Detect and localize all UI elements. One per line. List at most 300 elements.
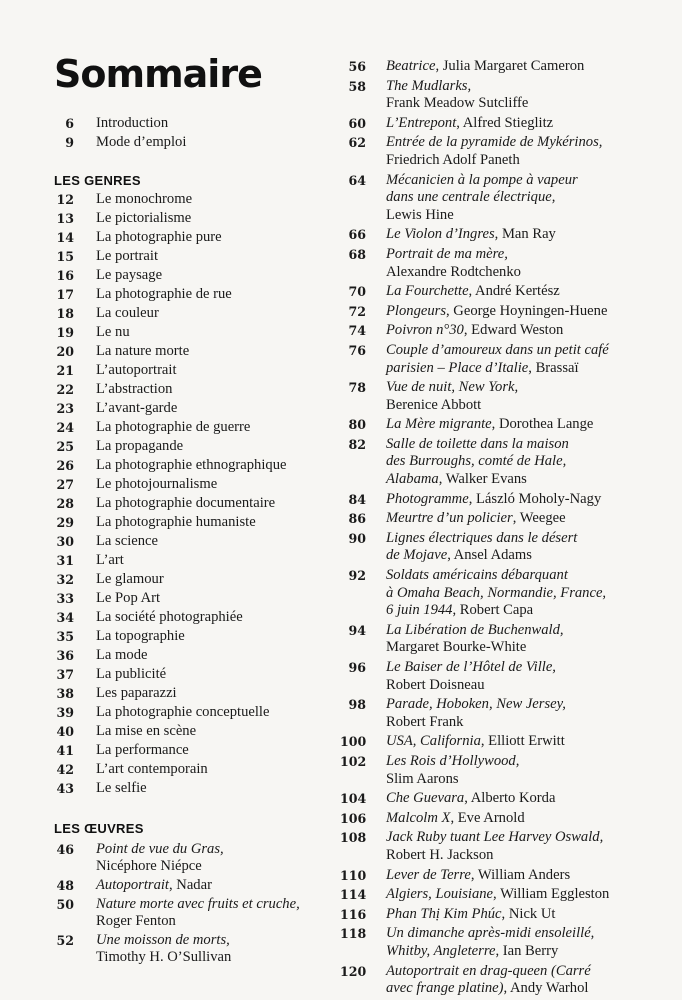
artwork-title-italic: Portrait de ma mère, <box>386 245 508 262</box>
artwork-entry <box>0 895 340 931</box>
entry-label: Le photojournalisme <box>96 476 218 492</box>
artwork-entry <box>340 226 670 244</box>
artwork-line <box>386 925 670 943</box>
artwork-title-italic: Che Guevara <box>386 790 465 807</box>
intro-list <box>0 114 340 152</box>
artwork-line <box>386 567 670 585</box>
artwork-entry <box>340 78 670 113</box>
artwork-line <box>386 659 670 677</box>
toc-entry <box>0 323 340 342</box>
artwork-entry <box>340 530 670 565</box>
artwork-entry <box>0 876 340 895</box>
artwork-title-italic: Un dimanche après-midi ensoleillé, <box>386 925 595 942</box>
artwork-line <box>386 696 670 714</box>
artwork-title-italic: Le Violon d’Ingres <box>386 226 495 243</box>
toc-entry <box>0 513 340 532</box>
artwork-title <box>96 841 224 875</box>
page-number: 48 <box>56 878 74 893</box>
toc-entry <box>0 437 340 456</box>
artwork-author: Frank Meadow Sutcliffe <box>386 95 529 112</box>
page-number: 108 <box>340 830 367 846</box>
entry-label: Mode d’emploi <box>96 134 187 150</box>
artwork-title <box>386 886 670 904</box>
artwork-title <box>386 510 670 528</box>
entry-label: La couleur <box>96 305 159 321</box>
page-number: 14 <box>56 230 74 245</box>
artwork-title <box>386 226 670 244</box>
artwork-title <box>386 58 670 76</box>
artwork-title <box>386 78 670 113</box>
artwork-title-italic: Salle de toilette dans la maison <box>386 435 569 452</box>
artwork-line <box>386 677 670 695</box>
artwork-title-italic: La Fourchette <box>386 283 469 300</box>
toc-entry <box>0 285 340 304</box>
toc-entry <box>0 133 340 152</box>
artwork-title <box>386 416 670 434</box>
toc-entry <box>0 114 340 133</box>
toc-entry <box>0 589 340 608</box>
entry-label: La photographie pure <box>96 229 222 245</box>
artwork-entry <box>340 510 670 528</box>
artwork-title-italic: Nature morte avec fruits et cruche, <box>96 896 300 912</box>
page-number: 15 <box>56 249 74 264</box>
artwork-title-italic: parisien – Place d’Italie <box>386 359 529 376</box>
artwork-line <box>386 322 670 340</box>
page-number: 24 <box>56 420 74 435</box>
artwork-line <box>386 115 670 133</box>
artwork-line <box>386 491 670 509</box>
page-number: 78 <box>348 380 366 396</box>
artwork-author: , Man Ray <box>494 226 556 243</box>
page-number: 90 <box>348 530 366 546</box>
artwork-entry <box>340 810 670 828</box>
toc-entry <box>0 304 340 323</box>
artwork-title-italic: de Mojave <box>386 547 448 564</box>
artwork-title-italic: dans une centrale électrique, <box>386 189 556 206</box>
artwork-line <box>386 453 670 471</box>
artwork-title <box>386 567 670 620</box>
artwork-line <box>386 906 670 924</box>
page-number: 96 <box>348 660 366 675</box>
artwork-entry <box>340 906 670 924</box>
page-number: 58 <box>348 78 366 94</box>
artwork-entry <box>340 925 670 960</box>
page-number: 38 <box>56 686 74 701</box>
artwork-entry <box>340 246 670 281</box>
artwork-entry <box>340 886 670 904</box>
artwork-line <box>386 360 670 378</box>
toc-entry <box>0 703 340 722</box>
artwork-author: , Eve Arnold <box>450 809 525 826</box>
artwork-title-italic: Point de vue du Gras, <box>96 841 224 857</box>
toc-entry <box>0 228 340 247</box>
artwork-title-italic: USA, California <box>386 733 481 750</box>
artwork-line <box>386 639 670 657</box>
page-number: 80 <box>348 417 366 433</box>
entry-label: La science <box>96 533 158 549</box>
artwork-author: Slim Aarons <box>386 770 459 787</box>
artwork-author: , Andy Warhol <box>503 980 589 997</box>
artwork-author: , Weegee <box>512 510 566 527</box>
artwork-title <box>386 829 670 864</box>
artwork-title-italic: Photogramme <box>386 490 469 507</box>
page-number: 30 <box>56 534 74 549</box>
toc-entry <box>0 684 340 703</box>
artwork-title-italic: Entrée de la pyramide de Mykérinos, <box>386 134 603 151</box>
artwork-author: , Alfred Stieglitz <box>456 114 554 131</box>
page-number: 12 <box>56 192 74 207</box>
page-number: 106 <box>340 810 367 826</box>
artwork-entry <box>340 322 670 340</box>
page-number: 62 <box>348 135 366 151</box>
artwork-title-italic: The Mudlarks, <box>386 77 472 94</box>
page-number: 110 <box>340 867 367 883</box>
entry-label: La propagande <box>96 438 184 454</box>
artwork-title-italic: des Burroughs, comté de Hale, <box>386 453 567 470</box>
page-number: 120 <box>340 963 367 979</box>
artwork-title <box>386 303 670 321</box>
artwork-line <box>96 932 231 949</box>
page-number: 18 <box>56 306 74 321</box>
artwork-title <box>386 283 670 301</box>
toc-entry <box>0 361 340 380</box>
artwork-author: , Nick Ut <box>501 905 556 922</box>
artwork-author: Robert H. Jackson <box>386 846 494 863</box>
entry-label: Le selfie <box>96 780 147 796</box>
artwork-author: , Elliott Erwitt <box>480 733 565 750</box>
page-number: 36 <box>56 648 74 663</box>
artwork-line <box>386 471 670 489</box>
artwork-line <box>386 207 670 225</box>
artwork-title <box>386 134 670 169</box>
artwork-author: , Brassaï <box>528 359 579 376</box>
artwork-author: Lewis Hine <box>386 206 454 223</box>
artwork-entry <box>340 134 670 169</box>
page-number: 21 <box>56 363 74 378</box>
page-number: 19 <box>56 325 74 340</box>
artwork-line <box>386 416 670 434</box>
artwork-entry <box>340 491 670 509</box>
artwork-title <box>386 115 670 133</box>
page-number: 37 <box>56 667 74 682</box>
artwork-author: , Ian Berry <box>495 942 559 959</box>
entry-label: La photographie conceptuelle <box>96 704 270 720</box>
artwork-title <box>386 436 670 489</box>
artwork-title <box>386 790 670 808</box>
artwork-title <box>386 246 670 281</box>
artwork-author: , Walker Evans <box>438 471 527 488</box>
toc-entry <box>0 418 340 437</box>
artwork-line <box>386 622 670 640</box>
toc-entry <box>0 608 340 627</box>
toc-entry <box>0 266 340 285</box>
toc-entry <box>0 190 340 209</box>
page-number: 70 <box>348 284 366 300</box>
artwork-title <box>386 867 670 885</box>
page-number: 23 <box>56 401 74 416</box>
page-number: 84 <box>348 491 366 507</box>
artwork-title-italic: Meurtre d’un policier <box>386 510 513 527</box>
entry-label: La photographie humaniste <box>96 514 256 530</box>
page-number: 82 <box>348 436 366 452</box>
toc-entry <box>0 380 340 399</box>
entry-label: La performance <box>96 742 189 758</box>
artwork-author: , Nadar <box>168 877 212 893</box>
artwork-line <box>386 283 670 301</box>
artwork-title <box>386 810 670 828</box>
artwork-line <box>386 790 670 808</box>
artwork-title <box>96 877 212 894</box>
entry-label: Le Pop Art <box>96 590 161 606</box>
artwork-line <box>386 847 670 865</box>
artwork-title-italic: Lever de Terre <box>386 866 471 883</box>
oeuvres-left-list <box>0 840 340 967</box>
page-number: 40 <box>56 724 74 739</box>
artwork-line <box>386 342 670 360</box>
artwork-entry <box>0 840 340 876</box>
artwork-title-italic: à Omaha Beach, Normandie, France, <box>386 584 607 601</box>
artwork-line <box>96 913 300 930</box>
page-number: 17 <box>56 287 74 302</box>
artwork-author: , Ansel Adams <box>447 547 532 564</box>
page-number: 42 <box>56 762 74 777</box>
artwork-line <box>386 771 670 789</box>
artwork-title-italic: Les Rois d’Hollywood, <box>386 752 520 769</box>
toc-entry <box>0 532 340 551</box>
page-number: 118 <box>340 926 367 942</box>
artwork-title <box>386 530 670 565</box>
page-number: 50 <box>56 897 74 912</box>
artwork-entry <box>340 659 670 694</box>
artwork-line <box>96 841 224 858</box>
artwork-entry <box>340 963 670 998</box>
page-number: 28 <box>56 496 74 511</box>
artwork-entry <box>340 172 670 225</box>
artwork-title-italic: L’Entrepont <box>386 114 457 131</box>
artwork-author: Alexandre Rodtchenko <box>386 263 521 280</box>
oeuvres-right-list <box>340 58 670 1000</box>
artwork-title-italic: Alabama <box>386 471 439 488</box>
artwork-line <box>386 867 670 885</box>
toc-entry <box>0 399 340 418</box>
artwork-entry <box>340 303 670 321</box>
artwork-line <box>386 510 670 528</box>
artwork-author: Margaret Bourke-White <box>386 639 527 656</box>
page-number: 76 <box>348 342 366 358</box>
artwork-entry <box>340 567 670 620</box>
artwork-title <box>386 172 670 225</box>
artwork-author: , Julia Margaret Cameron <box>435 58 585 74</box>
entry-label: Le portrait <box>96 248 158 264</box>
page-number: 6 <box>65 116 74 131</box>
artwork-line <box>386 547 670 565</box>
artwork-author: Robert Frank <box>386 713 464 730</box>
artwork-title-italic: Le Baiser de l’Hôtel de Ville, <box>386 659 556 675</box>
entry-label: L’art contemporain <box>96 761 208 777</box>
page-number: 43 <box>56 781 74 796</box>
artwork-title-italic: Algiers, Louisiane <box>386 886 494 903</box>
artwork-line <box>386 58 670 76</box>
artwork-title <box>386 696 670 731</box>
artwork-line <box>386 810 670 828</box>
artwork-entry <box>340 58 670 76</box>
toc-entry <box>0 570 340 589</box>
artwork-entry <box>340 733 670 751</box>
artwork-line <box>386 379 670 397</box>
page-number: 104 <box>340 791 367 807</box>
entry-label: Le paysage <box>96 267 163 283</box>
artwork-author: , William Eggleston <box>493 886 610 903</box>
entry-label: Le pictorialisme <box>96 210 192 226</box>
artwork-title <box>386 753 670 788</box>
artwork-title-italic: La Mère migrante <box>386 416 492 433</box>
artwork-title-italic: Jack Ruby tuant Lee Harvey Oswald, <box>386 829 604 846</box>
artwork-title-italic: avec frange platine) <box>386 980 504 997</box>
toc-entry <box>0 247 340 266</box>
artwork-title-italic: Soldats américains débarquant <box>386 567 568 584</box>
artwork-line <box>386 530 670 548</box>
page-number: 100 <box>340 734 367 750</box>
page-number: 86 <box>348 511 366 527</box>
artwork-author: , André Kertész <box>468 283 560 300</box>
artwork-entry <box>340 283 670 301</box>
entry-label: L’abstraction <box>96 381 173 397</box>
artwork-title <box>386 379 670 414</box>
artwork-title <box>386 342 670 377</box>
page-number: 102 <box>340 753 367 769</box>
toc-entry <box>0 475 340 494</box>
artwork-author: , George Hoyningen-Huene <box>446 302 608 319</box>
artwork-entry <box>340 379 670 414</box>
artwork-title <box>386 925 670 960</box>
page-number: 114 <box>340 887 367 903</box>
artwork-title-italic: La Libération de Buchenwald, <box>386 621 564 638</box>
toc-entry <box>0 760 340 779</box>
artwork-line <box>386 134 670 152</box>
artwork-author: Robert Doisneau <box>386 676 485 693</box>
artwork-entry <box>340 416 670 434</box>
page-number: 64 <box>348 172 366 188</box>
oeuvres-heading: LES ŒUVRES <box>54 821 144 836</box>
artwork-title-italic: Lignes électriques dans le désert <box>386 529 578 546</box>
entry-label: La photographie ethnographique <box>96 457 287 473</box>
artwork-title <box>96 932 231 966</box>
toc-entry <box>0 627 340 646</box>
artwork-author: Timothy H. O’Sullivan <box>96 949 232 965</box>
page-number: 22 <box>56 382 74 397</box>
page-number: 74 <box>348 323 366 339</box>
page-number: 34 <box>56 610 74 625</box>
artwork-line <box>386 714 670 732</box>
toc-entry <box>0 665 340 684</box>
entry-label: La société photographiée <box>96 609 243 625</box>
artwork-title-italic: Une moisson de morts, <box>96 932 230 948</box>
page-number: 29 <box>56 515 74 530</box>
page-number: 20 <box>56 344 74 359</box>
page-number: 31 <box>56 553 74 568</box>
artwork-line <box>386 980 670 998</box>
artwork-author: , Robert Capa <box>452 602 534 619</box>
artwork-title <box>386 963 670 998</box>
page-number: 25 <box>56 439 74 454</box>
artwork-entry <box>340 867 670 885</box>
artwork-line <box>96 896 300 913</box>
artwork-line <box>386 886 670 904</box>
artwork-line <box>386 152 670 170</box>
genres-list <box>0 190 340 798</box>
artwork-title-italic: Parade, Hoboken, New Jersey, <box>386 696 566 713</box>
genres-heading: LES GENRES <box>54 173 141 188</box>
toc-entry <box>0 779 340 798</box>
artwork-line <box>386 303 670 321</box>
entry-label: La publicité <box>96 666 167 682</box>
entry-label: Le glamour <box>96 571 164 587</box>
entry-label: Le nu <box>96 324 130 340</box>
entry-label: Introduction <box>96 115 169 131</box>
artwork-line <box>386 829 670 847</box>
toc-entry <box>0 209 340 228</box>
artwork-title <box>386 622 670 657</box>
artwork-author: , Alberto Korda <box>464 790 556 807</box>
artwork-line <box>386 963 670 981</box>
toc-entry <box>0 646 340 665</box>
artwork-entry <box>340 753 670 788</box>
toc-entry <box>0 551 340 570</box>
artwork-title <box>386 906 670 924</box>
artwork-line <box>386 264 670 282</box>
entry-label: La topographie <box>96 628 185 644</box>
entry-label: La photographie de rue <box>96 286 232 302</box>
toc-entry <box>0 494 340 513</box>
page-number: 72 <box>348 303 366 319</box>
artwork-title <box>96 896 300 930</box>
page-number: 92 <box>348 568 366 584</box>
artwork-line <box>386 172 670 190</box>
toc-entry <box>0 456 340 475</box>
page-number: 26 <box>56 458 74 473</box>
artwork-line <box>386 436 670 454</box>
artwork-title-italic: Whitby, Angleterre <box>386 942 496 959</box>
page-number: 16 <box>56 268 74 283</box>
artwork-title-italic: Plongeurs <box>386 302 446 319</box>
page-number: 13 <box>56 211 74 226</box>
artwork-entry <box>0 931 340 967</box>
page-number: 46 <box>56 842 74 857</box>
page-number: 56 <box>348 59 366 74</box>
artwork-author: , László Moholy-Nagy <box>468 490 602 507</box>
page-number: 94 <box>348 622 366 638</box>
page-number: 98 <box>348 697 366 713</box>
page-title: Sommaire <box>54 52 262 96</box>
artwork-title <box>386 733 670 751</box>
artwork-line <box>386 226 670 244</box>
entry-label: L’art <box>96 552 124 568</box>
artwork-author: , Edward Weston <box>463 322 564 339</box>
artwork-title <box>386 659 670 694</box>
page-number: 52 <box>56 933 74 948</box>
page-number: 27 <box>56 477 74 492</box>
entry-label: La nature morte <box>96 343 190 359</box>
artwork-title-italic: Couple d’amoureux dans un petit café <box>386 341 609 358</box>
artwork-entry <box>340 696 670 731</box>
page-number: 33 <box>56 591 74 606</box>
entry-label: Le monochrome <box>96 191 193 207</box>
page-number: 32 <box>56 572 74 587</box>
toc-entry <box>0 741 340 760</box>
artwork-line <box>96 949 231 966</box>
artwork-title-italic: Phan Thị Kim Phúc <box>386 905 502 922</box>
entry-label: La photographie de guerre <box>96 419 251 435</box>
